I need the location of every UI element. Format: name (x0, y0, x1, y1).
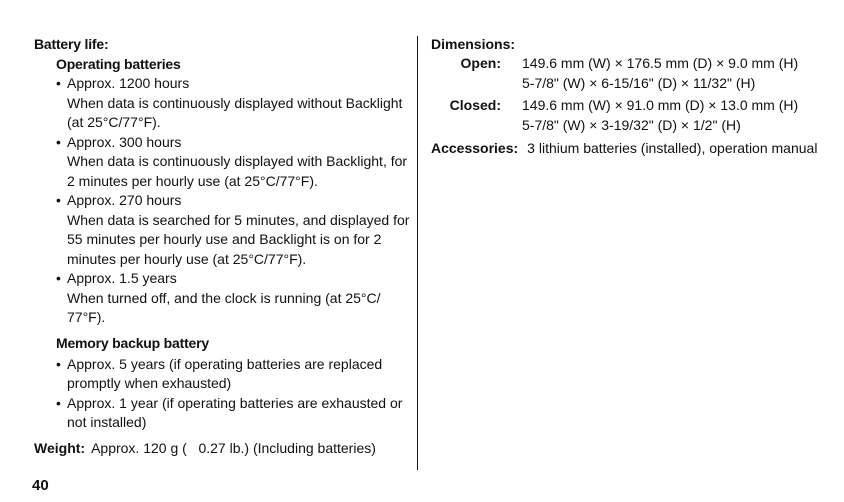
battery-life-heading: Battery life: (34, 36, 109, 52)
dimension-line: 5-7/8" (W) × 3-19/32" (D) × 1/2" (H) (522, 116, 741, 133)
bullet-desc-line: 55 minutes per hourly use and Backlight is on for 2 (67, 231, 382, 247)
accessories-value: 3 lithium batteries (installed), operation manual (527, 140, 818, 156)
list-item (34, 355, 414, 394)
operating-batteries-list (34, 74, 414, 328)
bullet-icon: • (56, 394, 61, 411)
dimension-line: 149.6 mm (W) × 176.5 mm (D) × 9.0 mm (H) (522, 55, 799, 71)
bullet-lead: Approx. 1.5 years (67, 270, 177, 286)
bullet-desc-line: When data is continuously displayed without Backlight (67, 94, 403, 111)
list-item (34, 74, 414, 133)
list-item (34, 394, 414, 433)
weight-value: Approx. 120 g ( 0.27 lb.) (Including batteries) (91, 439, 376, 456)
accessories-spec (431, 138, 831, 158)
right-column (431, 34, 831, 158)
bullet-lead: Approx. 270 hours (67, 192, 182, 208)
bullet-desc-line: When data is continuously displayed with Backlight, for (67, 153, 408, 169)
bullet-icon: • (56, 75, 61, 91)
bullet-desc-line: When data is searched for 5 minutes, and displayed for (67, 211, 410, 228)
dimension-line: 5-7/8" (W) × 6-15/16" (D) × 11/32" (H) (522, 74, 756, 91)
column-divider (417, 36, 418, 470)
bullet-icon: • (56, 192, 61, 208)
list-item (34, 191, 414, 269)
bullet-icon: • (56, 355, 61, 372)
dimension-line: 149.6 mm (W) × 91.0 mm (D) × 13.0 mm (H) (522, 97, 799, 113)
left-column (34, 34, 414, 458)
bullet-desc-line: When turned off, and the clock is running (at 25°C/ (67, 289, 381, 306)
list-item (34, 133, 414, 192)
bullet-line: Approx. 5 years (if operating batteries are replaced (67, 355, 383, 372)
bullet-line: not installed) (67, 414, 147, 430)
bullet-desc-line: 2 minutes per hourly use (at 25°C/77°F). (67, 172, 318, 189)
closed-label: Closed: (449, 97, 501, 113)
weight-label: Weight: (34, 439, 86, 456)
bullet-line: promptly when exhausted) (67, 375, 232, 391)
open-label: Open: (460, 55, 501, 71)
open-dimensions (431, 54, 831, 93)
bullet-icon: • (56, 270, 61, 286)
bullet-lead: Approx. 1200 hours (67, 75, 190, 91)
bullet-desc-line: minutes per hourly use (at 25°C/77°F). (67, 250, 307, 267)
accessories-label: Accessories: (431, 140, 519, 156)
bullet-desc-line: 77°F). (67, 309, 106, 325)
bullet-desc-line: (at 25°C/77°F). (67, 114, 161, 130)
bullet-icon: • (56, 133, 61, 150)
memory-backup-list (34, 355, 414, 433)
open-value (522, 54, 798, 93)
bullet-lead: Approx. 300 hours (67, 133, 182, 150)
dimensions-heading: Dimensions: (431, 36, 516, 52)
list-item (34, 269, 414, 328)
weight-spec (34, 438, 414, 458)
memory-backup-heading: Memory backup battery (56, 334, 209, 351)
closed-value (522, 96, 798, 135)
operating-batteries-heading: Operating batteries (56, 56, 181, 72)
bullet-line: Approx. 1 year (if operating batteries are exhausted or (67, 394, 403, 411)
closed-dimensions (431, 96, 831, 135)
page-number: 40 (32, 477, 49, 494)
